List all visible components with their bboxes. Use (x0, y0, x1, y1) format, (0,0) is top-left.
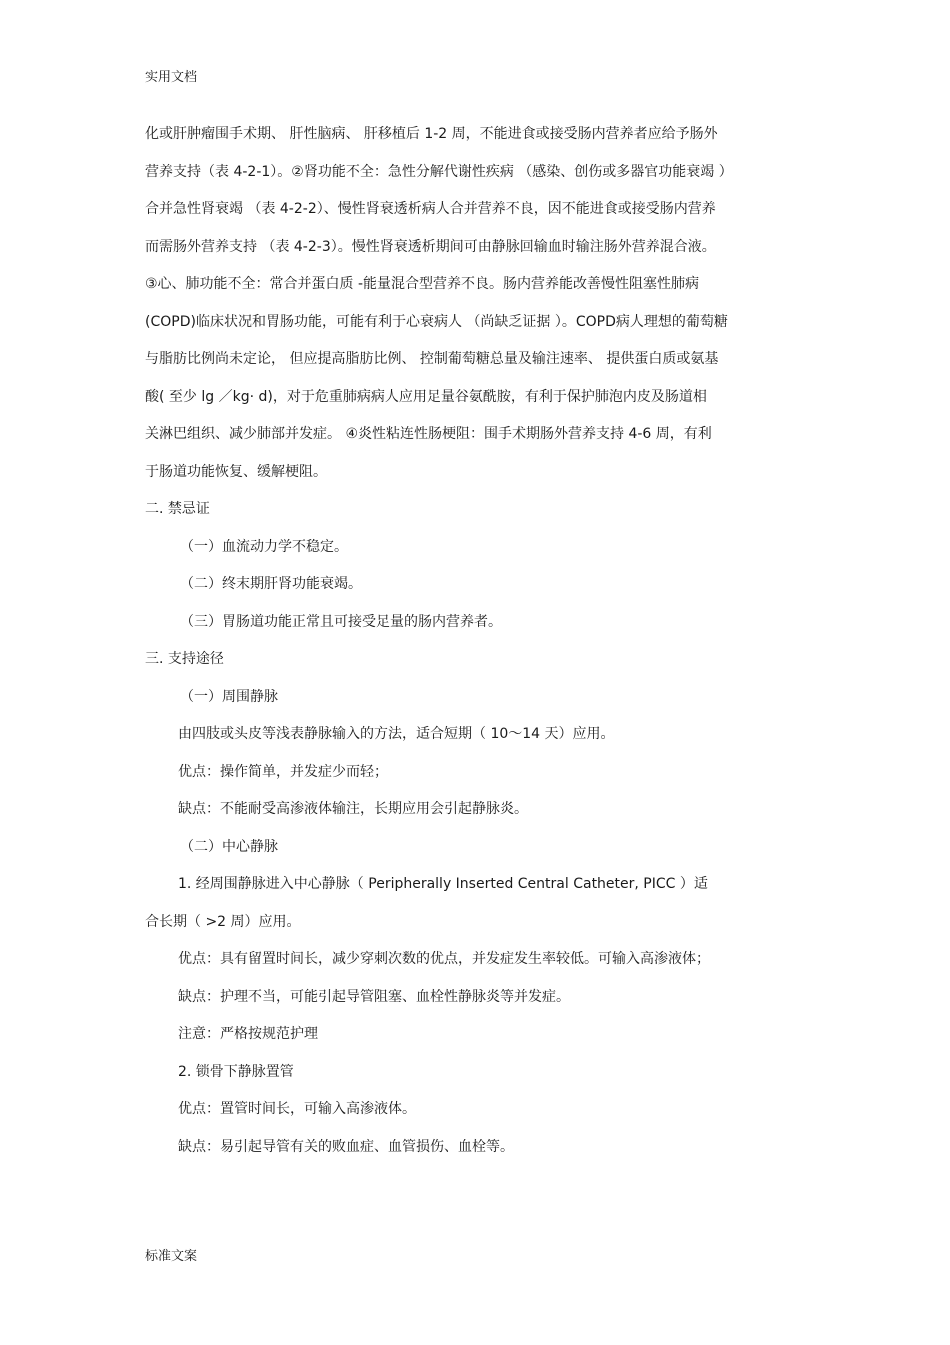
paragraph-line: 优点：具有留置时间长，减少穿刺次数的优点，并发症发生率较低。可输入高渗液体； (178, 951, 710, 967)
page-footer: 标准文案 (145, 1249, 198, 1264)
paragraph-line: 优点：操作简单，并发症少而轻； (178, 764, 388, 780)
list-item: （一）血流动力学不稳定。 (180, 539, 348, 555)
paragraph-line: 关淋巴组织、减少肺部并发症。 ④炎性粘连性肠梗阻：围手术期肠外营养支持 4-6 周，有利 (145, 426, 712, 442)
section-heading: 三. 支持途径 (145, 651, 224, 667)
paragraph-line: 缺点：易引起导管有关的败血症、血管损伤、血栓等。 (178, 1139, 514, 1155)
paragraph-line: 由四肢或头皮等浅表静脉输入的方法，适合短期（ 10～14 天）应用。 (178, 726, 615, 742)
list-item: （三）胃肠道功能正常且可接受足量的肠内营养者。 (180, 614, 502, 630)
paragraph-line: 优点：置管时间长，可输入高渗液体。 (178, 1101, 416, 1117)
list-item: （二）终末期肝肾功能衰竭。 (180, 576, 362, 592)
paragraph-line: 酸( 至少 lg ／kg· d)，对于危重肺病病人应用足量谷氨酰胺，有利于保护肺泡内皮及肠道相 (145, 389, 707, 405)
paragraph-line: 与脂肪比例尚未定论， 但应提高脂肪比例、 控制葡萄糖总量及输注速率、 提供蛋白质或氨基 (145, 351, 719, 367)
paragraph-line: 而需肠外营养支持 （表 4-2-3）。慢性肾衰透析期间可由静脉回输血时输注肠外营养混合液。 (145, 239, 716, 255)
subsection-heading: （一）周围静脉 (180, 689, 278, 705)
numbered-item: 1. 经周围静脉进入中心静脉（ Peripherally Inserted Central Catheter, PICC ）适 (178, 876, 708, 892)
paragraph-line: 注意：严格按规范护理 (178, 1026, 318, 1042)
paragraph-line: 缺点：护理不当，可能引起导管阻塞、血栓性静脉炎等并发症。 (178, 989, 570, 1005)
paragraph-line: 化或肝肿瘤围手术期、 肝性脑病、 肝移植后 1-2 周，不能进食或接受肠内营养者应给予肠外 (145, 126, 718, 142)
paragraph-line: ③心、肺功能不全：常合并蛋白质 -能量混合型营养不良。肠内营养能改善慢性阻塞性肺病 (145, 276, 700, 292)
paragraph-line: 营养支持（表 4-2-1）。②肾功能不全：急性分解代谢性疾病 （感染、创伤或多器官功能衰竭 ） (145, 164, 733, 180)
paragraph-line: 于肠道功能恢复、缓解梗阻。 (145, 464, 327, 480)
subsection-heading: （二）中心静脉 (180, 839, 278, 855)
paragraph-line: (COPD)临床状况和胃肠功能，可能有利于心衰病人 （尚缺乏证据 ）。COPD病人理想的葡萄糖 (145, 314, 728, 330)
section-heading: 二. 禁忌证 (145, 501, 210, 517)
paragraph-line: 合并急性肾衰竭 （表 4-2-2）、慢性肾衰透析病人合并营养不良，因不能进食或接受肠内营养 (145, 201, 716, 217)
page-header: 实用文档 (145, 70, 198, 85)
paragraph-line: 合长期（ >2 周）应用。 (145, 914, 301, 930)
paragraph-line: 缺点：不能耐受高渗液体输注，长期应用会引起静脉炎。 (178, 801, 528, 817)
numbered-item: 2. 锁骨下静脉置管 (178, 1064, 294, 1080)
